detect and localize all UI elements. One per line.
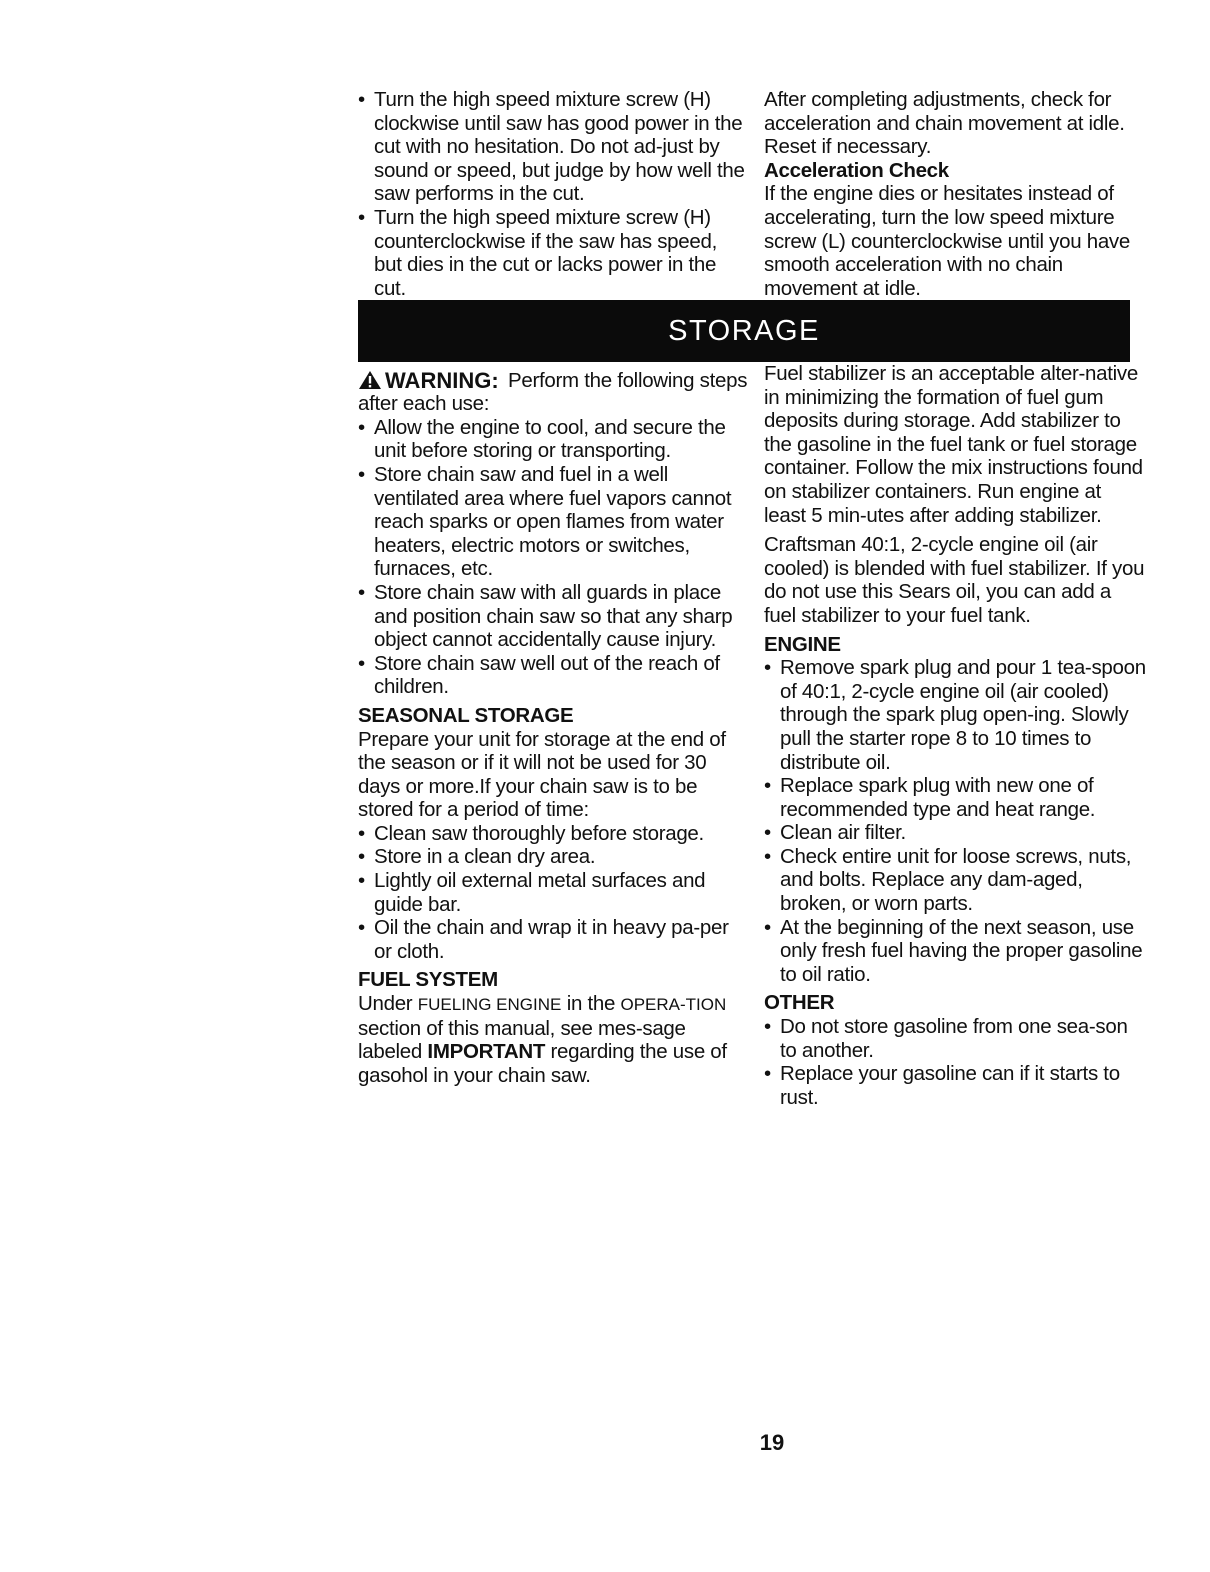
list-item: • Clean saw thoroughly before storage. bbox=[358, 822, 750, 846]
adjustment-intro-text: After completing adjustments, check for acceleration and chain movement at idle. Reset if necessary. bbox=[764, 88, 1125, 159]
list-item: • Replace your gasoline can if it starts to rust. bbox=[764, 1062, 1148, 1109]
engine-list bbox=[764, 656, 1148, 986]
list-item: • Do not store gasoline from one sea-son to another. bbox=[764, 1015, 1148, 1062]
list-item: • Store chain saw well out of the reach of children. bbox=[358, 652, 750, 699]
list-item: • Allow the engine to cool, and secure the unit before storing or transporting. bbox=[358, 416, 750, 463]
list-item: • Store chain saw with all guards in place and position chain saw so that any sharp object cannot accidentally cause injury. bbox=[358, 581, 750, 652]
list-item: • Turn the high speed mixture screw (H) clockwise until saw has good power in the cut with no hesitation. Do not ad-just by sound or speed, but judge by how well the saw performs in the cut. bbox=[358, 88, 746, 206]
list-item: • Replace spark plug with new one of recommended type and heat range. bbox=[764, 774, 1148, 821]
operation-reference: OPERA-TION bbox=[620, 995, 727, 1015]
list-item: • Lightly oil external metal surfaces and guide bar. bbox=[358, 869, 750, 916]
fuel-system-text-part: Under bbox=[358, 992, 418, 1016]
page-number: 19 bbox=[759, 1430, 785, 1455]
acceleration-check-text: If the engine dies or hesitates instead of accelerating, turn the low speed mixture screw (L) counterclockwise until you have smooth acceleration with no chain movement at idle. bbox=[764, 182, 1130, 300]
warning-label: WARNING: bbox=[385, 368, 499, 393]
warning-steps-list bbox=[358, 416, 750, 699]
seasonal-storage-text: Prepare your unit for storage at the end of the season or if it will not be used for 30 days or more.If your chain saw is to be stored for a period of time: bbox=[358, 727, 726, 822]
engine-heading: ENGINE bbox=[764, 632, 841, 656]
important-label: IMPORTANT bbox=[427, 1040, 546, 1064]
fuel-system-text-part: regarding the use of gasohol in your chain saw. bbox=[358, 1040, 727, 1087]
seasonal-storage-list bbox=[358, 822, 750, 964]
warning-text: Perform the following steps after each use: bbox=[358, 368, 748, 416]
craftsman-oil-text: Craftsman 40:1, 2-cycle engine oil (air cooled) is blended with fuel stabilizer. If you do not use this Sears oil, you can add a fuel stabilizer to your fuel tank. bbox=[764, 533, 1145, 627]
fuel-system-text-part: in the bbox=[561, 992, 621, 1016]
list-item: • Store in a clean dry area. bbox=[358, 845, 750, 869]
storage-banner-title: STORAGE bbox=[668, 314, 820, 347]
seasonal-storage-heading: SEASONAL STORAGE bbox=[358, 703, 574, 727]
warning-triangle-icon bbox=[358, 370, 382, 390]
list-item: • Check entire unit for loose screws, nuts, and bolts. Replace any dam-aged, broken, or worn parts. bbox=[764, 845, 1148, 916]
fuel-system-text-part: section of this manual, see mes-sage labeled bbox=[358, 1016, 686, 1064]
fueling-engine-reference: FUELING ENGINE bbox=[417, 995, 562, 1015]
fuel-stabilizer-text: Fuel stabilizer is an acceptable alter-native in minimizing the formation of fuel gum deposits during storage. Add stabilizer to the gasoline in the fuel tank or fuel storage container. Follow the mix instructions found on stabilizer containers. Run engine at least 5 min-utes after adding stabilizer. bbox=[764, 362, 1143, 527]
list-item: • Oil the chain and wrap it in heavy pa-per or cloth. bbox=[358, 916, 750, 963]
carburetor-adjust-column-left bbox=[358, 88, 746, 300]
fuel-system-heading: FUEL SYSTEM bbox=[358, 968, 498, 992]
list-item: • Remove spark plug and pour 1 tea-spoon of 40:1, 2-cycle engine oil (air cooled) through the spark plug open-ing. Slowly pull the starter rope 8 to 10 times to distribute oil. bbox=[764, 656, 1148, 774]
fuel-system-text bbox=[358, 992, 750, 1087]
high-speed-adjust-list bbox=[358, 88, 746, 300]
storage-banner bbox=[358, 300, 1130, 362]
other-heading: OTHER bbox=[764, 991, 835, 1015]
list-item: • Clean air filter. bbox=[764, 821, 1148, 845]
list-item: • Store chain saw and fuel in a well ventilated area where fuel vapors cannot reach sparks or open flames from water heaters, electric motors or switches, furnaces, etc. bbox=[358, 463, 750, 581]
storage-column-left bbox=[358, 368, 750, 1087]
list-item: • At the beginning of the next season, use only fresh fuel having the proper gasoline to oil ratio. bbox=[764, 916, 1148, 987]
storage-column-right bbox=[764, 362, 1148, 1109]
acceleration-check-heading: Acceleration Check bbox=[764, 158, 949, 182]
carburetor-adjust-column-right bbox=[764, 88, 1144, 300]
list-item: • Turn the high speed mixture screw (H) counterclockwise if the saw has speed, but dies in the cut or lacks power in the cut. bbox=[358, 206, 746, 300]
other-list bbox=[764, 1015, 1148, 1109]
